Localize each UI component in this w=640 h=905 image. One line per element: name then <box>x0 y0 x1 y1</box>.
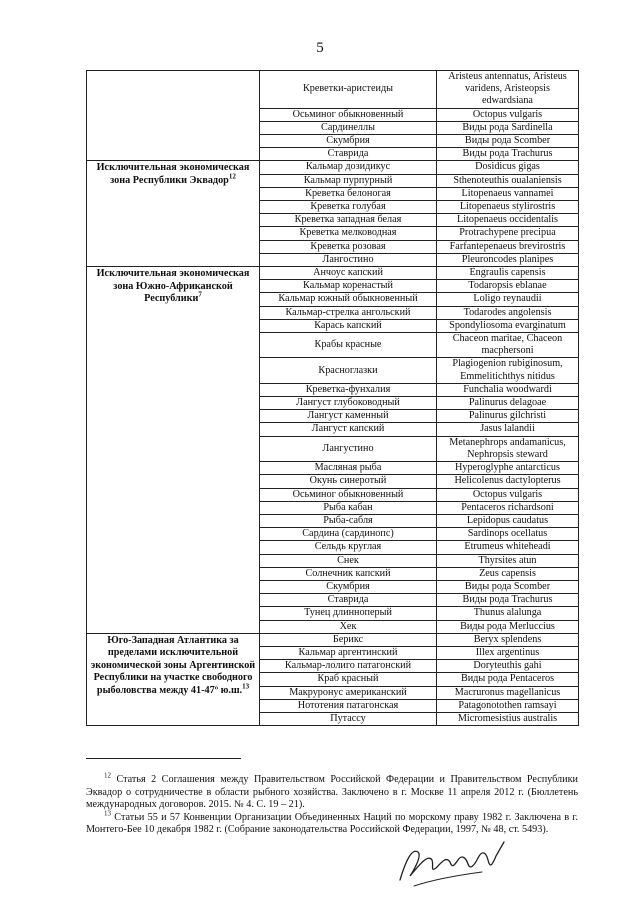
common-name-cell: Лангуст каменный <box>260 410 437 423</box>
common-name-cell: Лангостино <box>260 253 437 266</box>
common-name-cell: Макруронус американский <box>260 686 437 699</box>
common-name-cell: Креветка розовая <box>260 240 437 253</box>
latin-name-cell: Illex argentinus <box>437 646 579 659</box>
latin-name-cell: Farfantepenaeus brevirostris <box>437 240 579 253</box>
common-name-cell: Креветка-фунхалия <box>260 383 437 396</box>
common-name-cell: Крабы красные <box>260 333 437 358</box>
common-name-cell: Сельдь круглая <box>260 541 437 554</box>
common-name-cell: Сардина (сардинопс) <box>260 528 437 541</box>
latin-name-cell: Litopenaeus stylirostris <box>437 201 579 214</box>
latin-name-cell: Sardinops ocellatus <box>437 528 579 541</box>
latin-name-cell: Виды рода Scomber <box>437 580 579 593</box>
latin-name-cell: Metanephrops andamanicus, Nephropsis steward <box>437 436 579 461</box>
common-name-cell: Лангустино <box>260 436 437 461</box>
table-row <box>87 267 579 280</box>
common-name-cell: Масляная рыба <box>260 462 437 475</box>
common-name-cell: Креветки-аристеиды <box>260 71 437 109</box>
latin-name-cell: Litopenaeus vannamei <box>437 187 579 200</box>
page-number: 5 <box>316 40 324 56</box>
common-name-cell: Креветка голубая <box>260 201 437 214</box>
footnotes <box>86 758 578 837</box>
common-name-cell: Лангуст капский <box>260 423 437 436</box>
latin-name-cell: Sthenoteuthis oualaniensis <box>437 174 579 187</box>
common-name-cell: Карась капский <box>260 319 437 332</box>
common-name-cell: Берикс <box>260 633 437 646</box>
latin-name-cell: Thunus alalunga <box>437 607 579 620</box>
latin-name-cell: Palinurus gilchristi <box>437 410 579 423</box>
latin-name-cell: Виды рода Merluccius <box>437 620 579 633</box>
latin-name-cell: Micromesistius australis <box>437 712 579 725</box>
latin-name-cell: Виды рода Trachurus <box>437 594 579 607</box>
common-name-cell: Тунец длинноперый <box>260 607 437 620</box>
table-row <box>87 633 579 646</box>
common-name-cell: Ставрида <box>260 148 437 161</box>
common-name-cell: Скумбрия <box>260 135 437 148</box>
species-table <box>86 70 579 726</box>
common-name-cell: Сардинеллы <box>260 121 437 134</box>
latin-name-cell: Pleuroncodes planipes <box>437 253 579 266</box>
latin-name-cell: Hyperoglyphe antarcticus <box>437 462 579 475</box>
latin-name-cell: Funchalia woodwardi <box>437 383 579 396</box>
common-name-cell: Кальмар пурпурный <box>260 174 437 187</box>
latin-name-cell: Palinurus delagoae <box>437 397 579 410</box>
common-name-cell: Осьминог обыкновенный <box>260 108 437 121</box>
latin-name-cell: Виды рода Sardinella <box>437 121 579 134</box>
common-name-cell: Снек <box>260 554 437 567</box>
common-name-cell: Ставрида <box>260 594 437 607</box>
common-name-cell: Окунь синеротый <box>260 475 437 488</box>
latin-name-cell: Etrumeus whiteheadi <box>437 541 579 554</box>
latin-name-cell: Pentaceros richardsoni <box>437 501 579 514</box>
common-name-cell: Кальмар аргентинский <box>260 646 437 659</box>
common-name-cell: Скумбрия <box>260 580 437 593</box>
common-name-cell: Рыба-сабля <box>260 514 437 527</box>
latin-name-cell: Helicolenus dactylopterus <box>437 475 579 488</box>
region-cell <box>87 71 260 161</box>
latin-name-cell: Octopus vulgaris <box>437 488 579 501</box>
latin-name-cell: Thyrsites atun <box>437 554 579 567</box>
common-name-cell: Кальмар дозидикус <box>260 161 437 174</box>
common-name-cell: Кальмар-стрелка ангольский <box>260 306 437 319</box>
common-name-cell: Красноглазки <box>260 358 437 383</box>
common-name-cell: Рыба кабан <box>260 501 437 514</box>
latin-name-cell: Patagonotothen ramsayi <box>437 699 579 712</box>
latin-name-cell: Loligo reynaudii <box>437 293 579 306</box>
common-name-cell: Хек <box>260 620 437 633</box>
latin-name-cell: Spondyliosoma evarginatum <box>437 319 579 332</box>
latin-name-cell: Jasus lalandii <box>437 423 579 436</box>
footnote-13: $^{13}$ Статьи 55 и 57 Конвенции Организации Объединенных Наций по морскому праву 1982 г. Заключена в г. Монтего-Бее 10 декабря 1982 г. (Собрание законодательства Российской Федерации, 1997, № 48, ст. 5493). <box>86 809 579 836</box>
latin-name-cell: Todarodes angolensis <box>437 306 579 319</box>
region-cell: Исключительная экономическая зона Южно-Африканской Республики$^7$ <box>87 267 260 634</box>
common-name-cell: Краб красный <box>260 673 437 686</box>
common-name-cell: Креветка западная белая <box>260 214 437 227</box>
common-name-cell: Нототения патагонская <box>260 699 437 712</box>
latin-name-cell: Dosidicus gigas <box>437 161 579 174</box>
handwritten-signature <box>392 830 512 890</box>
latin-name-cell: Doryteuthis gahi <box>437 660 579 673</box>
latin-name-cell: Todaropsis eblanae <box>437 280 579 293</box>
latin-name-cell: Macruronus magellanicus <box>437 686 579 699</box>
common-name-cell: Кальмар коренастый <box>260 280 437 293</box>
footnote-12: $^{12}$ Статья 2 Соглашения между Правительством Российской Федерации и Правительством Республики Эквадор о сотрудничестве в области рыбного хозяйства. Заключено в г. Москве 11 апреля 2012 г. (Бюллетень международных договоров. 2015. № 4. С. 19 – 21). <box>86 771 578 811</box>
region-cell: Юго-Западная Атлантика за пределами исключительной экономической зоны Аргентинской Республики на участке свободного рыболовства между 41-47º ю.ш.$^{13}$ <box>87 633 260 725</box>
latin-name-cell: Chaceon maritae, Chaceon macphersoni <box>437 333 579 358</box>
latin-name-cell: Beryx splendens <box>437 633 579 646</box>
latin-name-cell: Lepidopus caudatus <box>437 514 579 527</box>
table-row <box>87 161 579 174</box>
latin-name-cell: Виды рода Trachurus <box>437 148 579 161</box>
common-name-cell: Креветка белоногая <box>260 187 437 200</box>
common-name-cell: Креветка мелководная <box>260 227 437 240</box>
latin-name-cell: Octopus vulgaris <box>437 108 579 121</box>
latin-name-cell: Plagiogenion rubiginosum, Emmelitichthys nitidus <box>437 358 579 383</box>
common-name-cell: Кальмар южный обыкновенный <box>260 293 437 306</box>
latin-name-cell: Виды рода Pentaceros <box>437 673 579 686</box>
common-name-cell: Солнечник капский <box>260 567 437 580</box>
latin-name-cell: Protrachypene precipua <box>437 227 579 240</box>
common-name-cell: Кальмар-лолиго патагонский <box>260 660 437 673</box>
region-cell: Исключительная экономическая зона Республики Эквадор$^{12}$ <box>87 161 260 267</box>
latin-name-cell: Виды рода Scomber <box>437 135 579 148</box>
latin-name-cell: Engraulis capensis <box>437 267 579 280</box>
common-name-cell: Путассу <box>260 712 437 725</box>
common-name-cell: Анчоус капский <box>260 267 437 280</box>
latin-name-cell: Litopenaeus occidentalis <box>437 214 579 227</box>
latin-name-cell: Aristeus antennatus, Aristeus varidens, Aristeopsis edwardsiana <box>437 71 579 109</box>
latin-name-cell: Zeus capensis <box>437 567 579 580</box>
table-row <box>87 71 579 109</box>
common-name-cell: Лангуст глубоководный <box>260 397 437 410</box>
common-name-cell: Осьминог обыкновенный <box>260 488 437 501</box>
